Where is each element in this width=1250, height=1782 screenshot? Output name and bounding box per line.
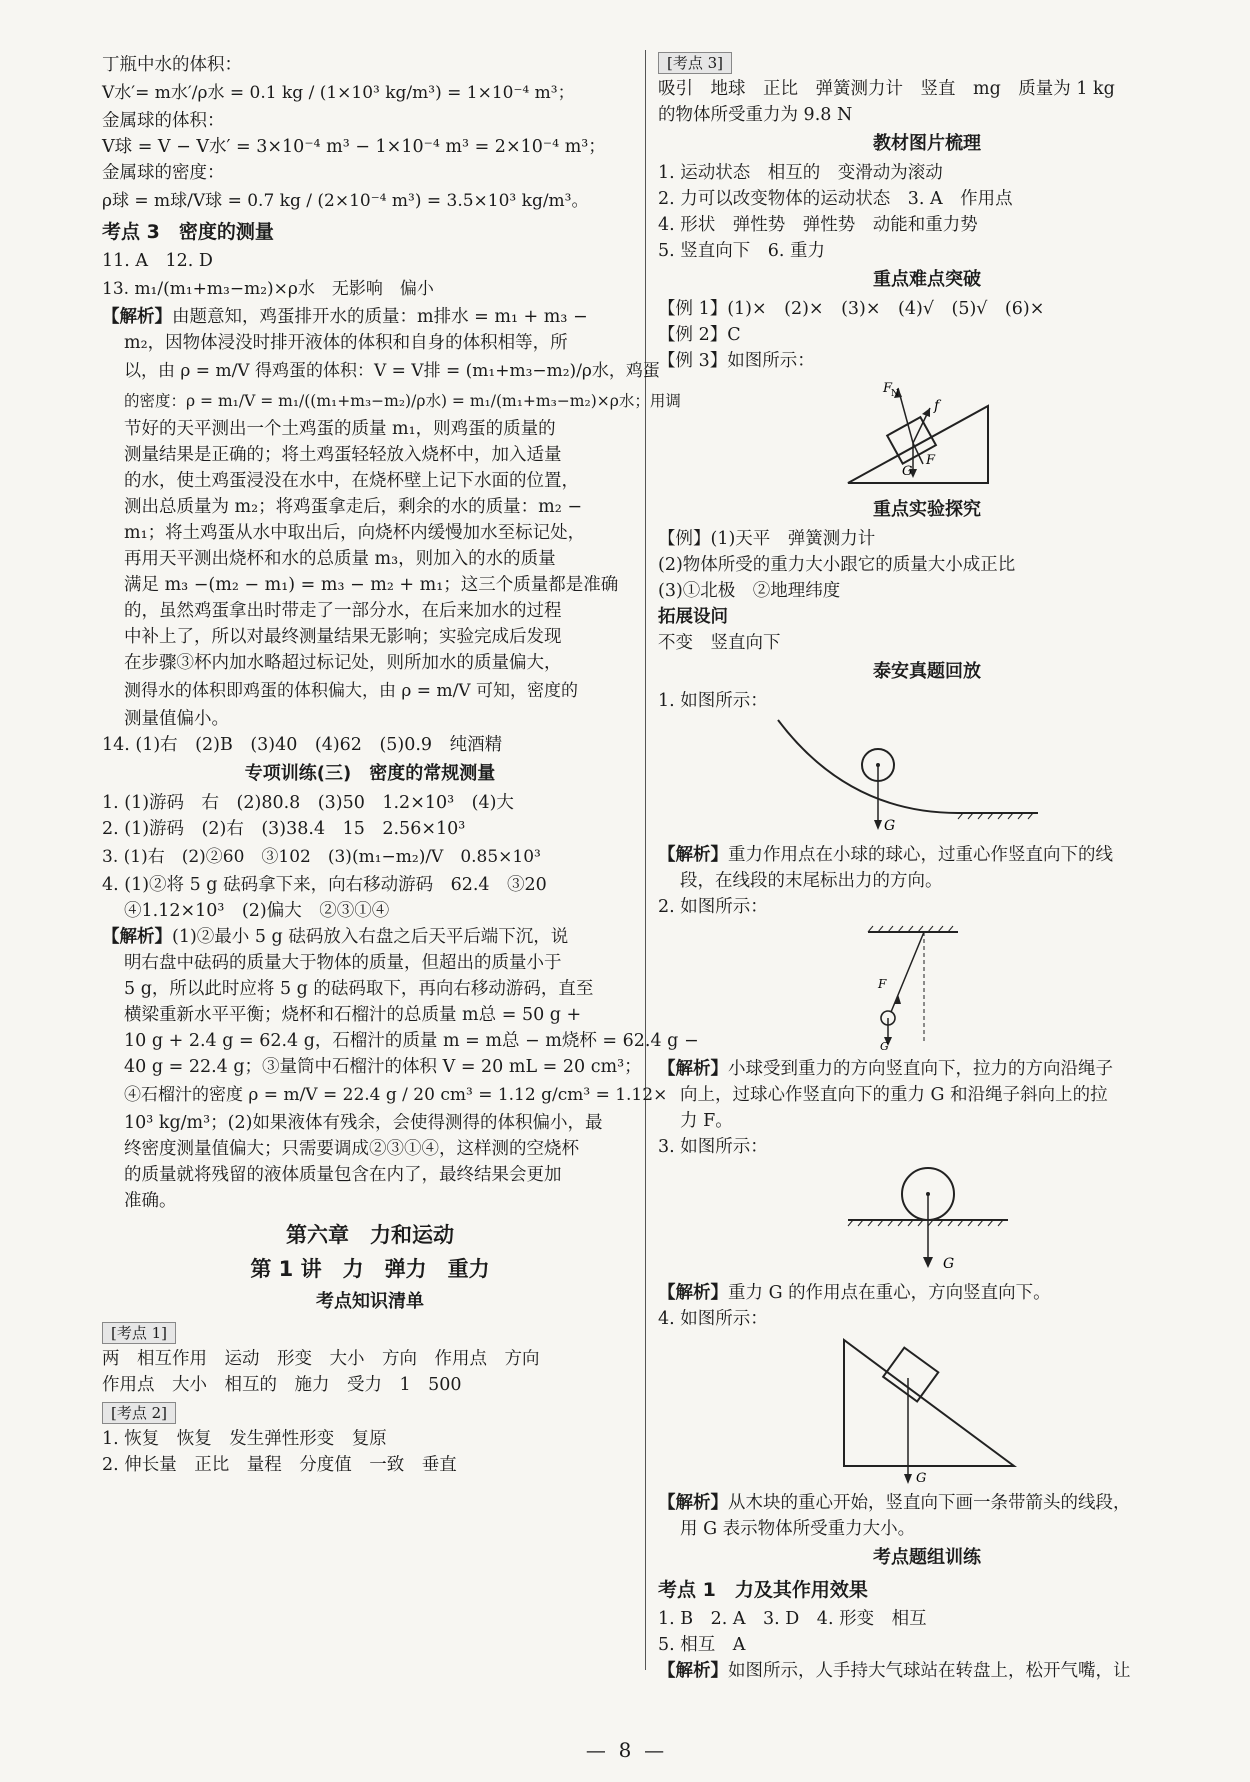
section-heading: 专项训练(三) 密度的常规测量 (244, 763, 496, 784)
analysis-line: 力 F。 (680, 1111, 733, 1131)
answer-line: 2. 伸长量 正比 量程 分度值 一致 垂直 (102, 1455, 457, 1475)
analysis-line: 5 g，所以此时应将 5 g 的砝码取下，再向右移动游码，直至 (124, 979, 594, 999)
incline-force-diagram (658, 378, 1196, 490)
answer-line: 11. A 12. D (102, 251, 213, 271)
answer-line: 4. (1)②将 5 g 砝码拿下来，向右移动游码 62.4 ③20 (102, 875, 547, 895)
formula-line: ρ球 = m球/V球 = 0.7 kg / (2×10⁻⁴ m³) = 3.5×10³ kg/m³。 (102, 191, 589, 211)
analysis-line: 的密度：ρ = m₁/V = m₁/((m₁+m₃−m₂)/ρ水) = m₁/(m₁+m₃−m₂)×ρ水；用调 (124, 392, 681, 410)
analysis-line: 中补上了，所以对最终测量结果无影响；实验完成后发现 (124, 627, 562, 647)
incline-triangle (844, 1340, 1014, 1466)
right-column (658, 52, 1196, 1684)
text-line: 金属球的密度： (102, 163, 225, 183)
arrow-head (874, 820, 882, 830)
analysis-line: 测量结果是正确的；将土鸡蛋轻轻放入烧杯中，加入适量 (124, 445, 562, 465)
section-heading: 考点 3 密度的测量 (102, 221, 274, 243)
answer-line: 3. (1)右 (2)②60 ③102 (3)(m₁−m₂)/V 0.85×10³ (102, 847, 541, 867)
formula-line: V球 = V − V水′ = 3×10⁻⁴ m³ − 1×10⁻⁴ m³ = 2×10⁻⁴ m³； (102, 137, 606, 157)
analysis-line: 40 g = 22.4 g；③量筒中石榴汁的体积 V = 20 mL = 20 cm³； (124, 1057, 642, 1077)
answer-line: 【例 1】(1)× (2)× (3)× (4)√ (5)√ (6)× (658, 299, 1045, 319)
analysis-line: m₁；将土鸡蛋从水中取出后，向烧杯内缓慢加水至标记处， (124, 523, 586, 543)
analysis-label: 【解析】 (658, 1283, 728, 1303)
answer-line: 两 相互作用 运动 形变 大小 方向 作用点 方向 (102, 1349, 540, 1369)
section-heading: 考点知识清单 (316, 1291, 424, 1312)
curve-track (778, 720, 958, 813)
answer-line: 2. (1)游码 (2)右 (3)38.4 15 2.56×10³ (102, 819, 466, 839)
label-fn-sub: N (891, 389, 899, 399)
analysis-line: 满足 m₃ −(m₂ − m₁) = m₃ − m₂ + m₁；这三个质量都是准确 (124, 575, 619, 595)
analysis-label: 【解析】 (658, 1059, 728, 1079)
lecture-title: 第 1 讲 力 弹力 重力 (250, 1257, 490, 1281)
analysis-line: 横梁重新水平平衡；烧杯和石榴汁的总质量 m总 = 50 g + (124, 1005, 582, 1025)
answer-line: 2. 如图所示： (658, 897, 768, 917)
analysis-line: ④石榴汁的密度 ρ = m/V = 22.4 g / 20 cm³ = 1.12 g/cm³ = 1.12× (124, 1085, 668, 1105)
label-gravity: G (943, 1256, 955, 1272)
answer-line: 4. 如图所示： (658, 1309, 768, 1329)
analysis-line: 段，在线段的末尾标出力的方向。 (680, 871, 943, 891)
page-number: — 8 — (585, 1738, 665, 1762)
analysis-line: 的，虽然鸡蛋拿出时带走了一部分水，在后来加水的过程 (124, 601, 562, 621)
analysis-line: 测量值偏小。 (124, 709, 229, 729)
answer-line: ④1.12×10³ (2)偏大 ②③①④ (124, 901, 390, 921)
section-heading: 重点实验探究 (873, 499, 981, 520)
section-heading: 泰安真题回放 (873, 661, 981, 682)
label-gravity: G (880, 1040, 889, 1052)
analysis-line: 【解析】(1)②最小 5 g 砝码放入右盘之后天平后端下沉，说 (102, 927, 569, 947)
block-on-incline-diagram (658, 1336, 1196, 1486)
analysis-line: 的质量就将残留的液体质量包含在内了，最终结果会更加 (124, 1165, 562, 1185)
analysis-label: 【解析】 (658, 1661, 728, 1681)
answer-line: 【例 3】如图所示： (658, 351, 815, 371)
analysis-line: 【解析】小球受到重力的方向竖直向下，拉力的方向沿绳子 (658, 1059, 1113, 1079)
label-gravity: G (884, 818, 896, 834)
section-heading: 考点 1 力及其作用效果 (658, 1579, 868, 1601)
answer-line: 1. 运动状态 相互的 变滑动为滚动 (658, 163, 943, 183)
analysis-line: 向上，过球心作竖直向下的重力 G 和沿绳子斜向上的拉 (680, 1085, 1108, 1105)
formula-line: V水′= m水′/ρ水 = 0.1 kg / (1×10³ kg/m³) = 1×10⁻⁴ m³； (102, 83, 575, 103)
answer-line: 2. 力可以改变物体的运动状态 3. A 作用点 (658, 189, 1013, 209)
analysis-line: 终密度测量值偏大；只需要调成②③①④，这样测的空烧杯 (124, 1139, 579, 1159)
label-friction: f (934, 398, 940, 414)
answer-line: 1. 恢复 恢复 发生弹性形变 复原 (102, 1429, 387, 1449)
answer-line: 【例 2】C (658, 325, 741, 345)
analysis-label: 【解析】 (658, 1493, 728, 1513)
answer-line: 作用点 大小 相互的 施力 受力 1 500 (102, 1375, 462, 1395)
analysis-line: 再用天平测出烧杯和水的总质量 m₃，则加入的水的质量 (124, 549, 556, 569)
topic-tag: [考点 1] (102, 1322, 176, 1344)
answer-line: 3. 如图所示： (658, 1137, 768, 1157)
chapter-title: 第六章 力和运动 (286, 1223, 454, 1247)
analysis-label: 【解析】 (658, 845, 728, 865)
label-gravity: G (902, 464, 913, 479)
answer-line: 5. 相互 A (658, 1635, 746, 1655)
section-heading: 重点难点突破 (873, 269, 981, 290)
column-divider (645, 50, 646, 1670)
answer-line: 1. (1)游码 右 (2)80.8 (3)50 1.2×10³ (4)大 (102, 793, 514, 813)
analysis-line: 10³ kg/m³；(2)如果液体有残余，会使得测得的体积偏小，最 (124, 1113, 603, 1133)
text-line: 金属球的体积： (102, 111, 225, 131)
page-number-value: 8 (618, 1738, 632, 1762)
analysis-line: 明右盘中砝码的质量大于物体的质量，但超出的质量小于 (124, 953, 562, 973)
analysis-line: 用 G 表示物体所受重力大小。 (680, 1519, 916, 1539)
answer-line: 14. (1)右 (2)B (3)40 (4)62 (5)0.9 纯酒精 (102, 735, 503, 755)
answer-line: (2)物体所受的重力大小跟它的质量大小成正比 (658, 555, 1016, 575)
hanging-ball-diagram (658, 924, 1196, 1052)
analysis-line: 的水，使土鸡蛋浸没在水中，在烧杯壁上记下水面的位置， (124, 471, 579, 491)
label-force: F (926, 453, 936, 468)
analysis-line: 10 g + 2.4 g = 62.4 g，石榴汁的质量 m = m总 − m烧杯 = 62.4 g − (124, 1031, 699, 1051)
ball-on-ground-diagram (658, 1164, 1196, 1276)
answer-line: 【例】(1)天平 弹簧测力计 (658, 529, 876, 549)
topic-tag: [考点 2] (102, 1402, 176, 1424)
arrow-head (904, 1474, 912, 1484)
answer-line: 不变 竖直向下 (658, 633, 781, 653)
subheading: 拓展设问 (658, 607, 728, 627)
answer-line: 的物体所受重力为 9.8 N (658, 105, 853, 125)
arrow-head (923, 1257, 933, 1268)
ball-on-curve-diagram (658, 718, 1196, 838)
answer-line: (3)①北极 ②地理纬度 (658, 581, 841, 601)
answer-line: 1. B 2. A 3. D 4. 形变 相互 (658, 1609, 927, 1629)
analysis-line: 【解析】重力作用点在小球的球心，过重心作竖直向下的线 (658, 845, 1113, 865)
answer-line: 5. 竖直向下 6. 重力 (658, 241, 826, 261)
analysis-line: 【解析】从木块的重心开始，竖直向下画一条带箭头的线段， (658, 1493, 1131, 1513)
section-heading: 教材图片梳理 (873, 133, 981, 154)
answer-line: 吸引 地球 正比 弹簧测力计 竖直 mg 质量为 1 kg (658, 79, 1115, 99)
analysis-line: 准确。 (124, 1191, 177, 1211)
section-heading: 考点题组训练 (873, 1547, 981, 1568)
answer-line: 1. 如图所示： (658, 691, 768, 711)
topic-tag: [考点 3] (658, 52, 732, 74)
label-tension: F (878, 977, 887, 991)
analysis-line: 【解析】如图所示，人手持大气球站在转盘上，松开气嘴，让 (658, 1661, 1131, 1681)
analysis-label: 【解析】 (102, 307, 172, 327)
analysis-line: 测得水的体积即鸡蛋的体积偏大，由 ρ = m/V 可知，密度的 (124, 681, 578, 701)
analysis-line: 以，由 ρ = m/V 得鸡蛋的体积：V = V排 = (m₁+m₃−m₂)/ρ水，鸡蛋 (124, 361, 660, 381)
analysis-line: 测出总质量为 m₂；将鸡蛋拿走后，剩余的水的质量：m₂ − (124, 497, 583, 517)
analysis-line: 节好的天平测出一个土鸡蛋的质量 m₁，则鸡蛋的质量的 (124, 419, 556, 439)
analysis-line: 【解析】重力 G 的作用点在重心，方向竖直向下。 (658, 1283, 1051, 1303)
answer-line: 13. m₁/(m₁+m₃−m₂)×ρ水 无影响 偏小 (102, 279, 434, 299)
text-line: 丁瓶中水的体积： (102, 55, 242, 75)
analysis-line: 在步骤③杯内加水略超过标记处，则所加水的质量偏大， (124, 653, 562, 673)
arrow-head (894, 994, 901, 1004)
label-gravity: G (916, 1471, 927, 1486)
analysis-line: m₂，因物体浸没时排开液体的体积和自身的体积相等，所 (124, 333, 568, 353)
label-fn: F (883, 381, 893, 396)
analysis-line: 【解析】由题意知，鸡蛋排开水的质量：m排水 = m₁ + m₃ − (102, 307, 588, 327)
analysis-label: 【解析】 (102, 927, 172, 947)
answer-line: 4. 形状 弹性势 弹性势 动能和重力势 (658, 215, 978, 235)
